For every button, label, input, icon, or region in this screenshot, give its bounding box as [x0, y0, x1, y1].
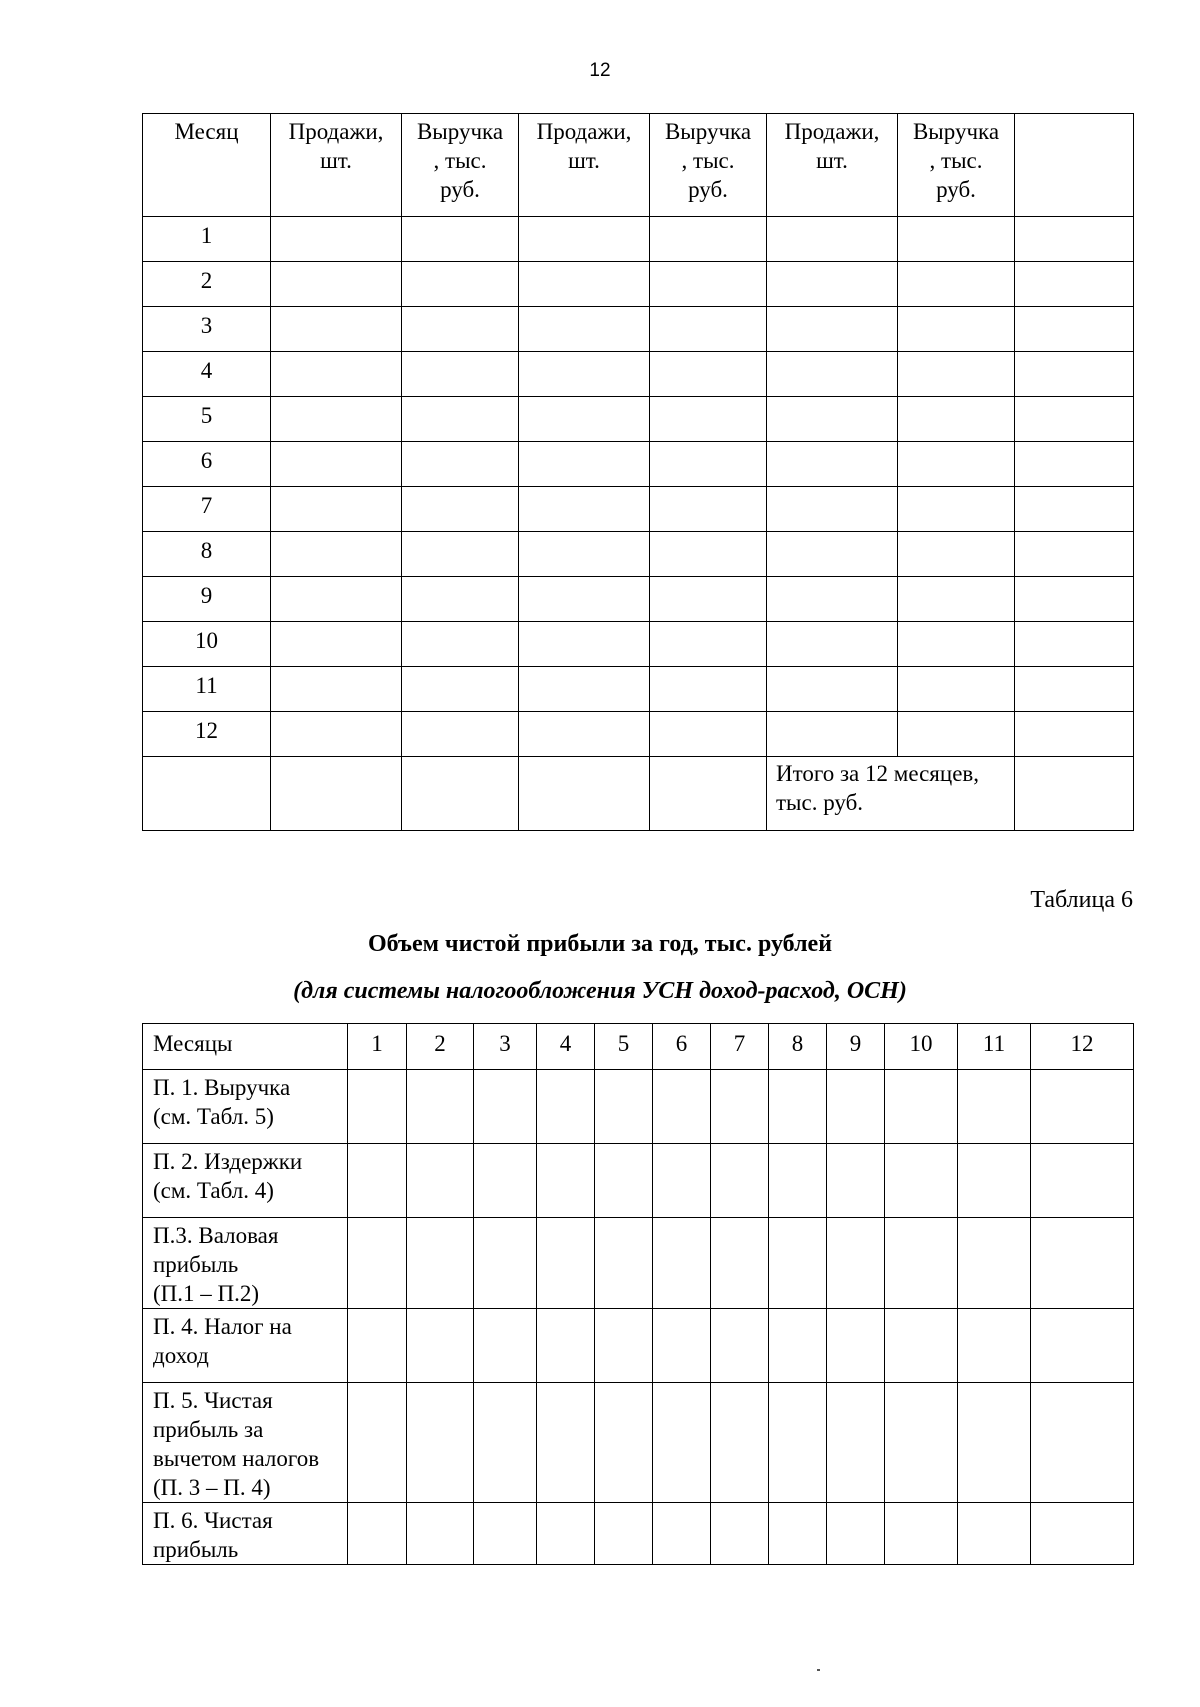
sales-empty-cell — [271, 487, 402, 532]
profit-empty-cell — [407, 1070, 474, 1144]
sales-total-label: Итого за 12 месяцев, тыс. руб. — [767, 757, 1015, 831]
profit-empty-cell — [348, 1503, 407, 1565]
sales-empty-cell — [402, 622, 519, 667]
sales-empty-cell — [402, 442, 519, 487]
sales-empty-cell — [271, 757, 402, 831]
sales-row — [143, 622, 1134, 667]
profit-month-header: 2 — [407, 1024, 474, 1070]
profit-empty-cell — [474, 1144, 537, 1218]
profit-empty-cell — [537, 1503, 595, 1565]
sales-header-row — [143, 114, 1134, 217]
sales-empty-cell — [767, 712, 898, 757]
profit-empty-cell — [769, 1218, 827, 1309]
sales-empty-cell — [519, 397, 650, 442]
sales-row — [143, 712, 1134, 757]
sales-row — [143, 577, 1134, 622]
sales-row — [143, 307, 1134, 352]
profit-empty-cell — [711, 1383, 769, 1503]
profit-empty-cell — [711, 1144, 769, 1218]
sales-empty-cell — [1015, 397, 1134, 442]
sales-row — [143, 667, 1134, 712]
profit-month-header: 3 — [474, 1024, 537, 1070]
sales-empty-cell — [519, 352, 650, 397]
profit-row-label: П. 6. Чистая прибыль — [143, 1503, 348, 1565]
sales-empty-cell — [402, 397, 519, 442]
sales-empty-cell — [1015, 307, 1134, 352]
sales-empty-cell — [767, 352, 898, 397]
sales-empty-cell — [271, 217, 402, 262]
sales-empty-cell — [650, 667, 767, 712]
profit-empty-cell — [885, 1503, 958, 1565]
sales-empty-cell — [271, 577, 402, 622]
sales-empty-cell — [1015, 352, 1134, 397]
profit-empty-cell — [769, 1144, 827, 1218]
sales-empty-cell — [519, 577, 650, 622]
profit-empty-cell — [958, 1070, 1031, 1144]
sales-month-cell: 2 — [143, 262, 271, 307]
sales-total-value — [1015, 757, 1134, 831]
sales-month-cell: 4 — [143, 352, 271, 397]
profit-empty-cell — [827, 1218, 885, 1309]
sales-empty-cell — [898, 217, 1015, 262]
profit-month-header: 12 — [1031, 1024, 1134, 1070]
scan-speck — [817, 1669, 820, 1671]
sales-empty-cell — [767, 577, 898, 622]
profit-table — [142, 1023, 1134, 1565]
sales-header-cell: Выручка , тыс. руб. — [650, 114, 767, 217]
sales-empty-cell — [271, 622, 402, 667]
profit-empty-cell — [1031, 1070, 1134, 1144]
sales-empty-cell — [519, 307, 650, 352]
sales-empty-cell — [898, 262, 1015, 307]
sales-month-cell: 7 — [143, 487, 271, 532]
profit-empty-cell — [407, 1383, 474, 1503]
sales-empty-cell — [650, 352, 767, 397]
profit-empty-cell — [958, 1144, 1031, 1218]
sales-empty-cell — [271, 397, 402, 442]
profit-empty-cell — [827, 1503, 885, 1565]
profit-row-label: П. 5. Чистая прибыль за вычетом налогов (П. 3 – П. 4) — [143, 1383, 348, 1503]
sales-empty-cell — [1015, 442, 1134, 487]
profit-empty-cell — [827, 1070, 885, 1144]
sales-header-cell: Продажи, шт. — [271, 114, 402, 217]
sales-table — [142, 113, 1134, 831]
sales-empty-cell — [650, 217, 767, 262]
sales-empty-cell — [1015, 217, 1134, 262]
sales-empty-cell — [650, 577, 767, 622]
profit-row-label: П. 4. Налог на доход — [143, 1309, 348, 1383]
sales-empty-cell — [1015, 577, 1134, 622]
profit-row — [143, 1503, 1134, 1565]
sales-empty-cell — [650, 712, 767, 757]
profit-empty-cell — [595, 1218, 653, 1309]
sales-empty-cell — [898, 667, 1015, 712]
profit-empty-cell — [348, 1383, 407, 1503]
sales-empty-cell — [1015, 532, 1134, 577]
sales-empty-cell — [898, 712, 1015, 757]
profit-month-header: 8 — [769, 1024, 827, 1070]
sales-empty-cell — [143, 757, 271, 831]
sales-empty-cell — [519, 667, 650, 712]
sales-header-cell: Продажи, шт. — [767, 114, 898, 217]
profit-empty-cell — [474, 1309, 537, 1383]
sales-month-cell: 1 — [143, 217, 271, 262]
sales-total-row — [143, 757, 1134, 831]
sales-empty-cell — [767, 487, 898, 532]
profit-row-label: П.3. Валовая прибыль (П.1 – П.2) — [143, 1218, 348, 1309]
sales-empty-cell — [650, 757, 767, 831]
sales-empty-cell — [650, 442, 767, 487]
profit-month-header: 10 — [885, 1024, 958, 1070]
profit-empty-cell — [1031, 1503, 1134, 1565]
profit-month-header: 7 — [711, 1024, 769, 1070]
profit-empty-cell — [958, 1218, 1031, 1309]
profit-month-header: 9 — [827, 1024, 885, 1070]
profit-empty-cell — [1031, 1309, 1134, 1383]
profit-empty-cell — [769, 1070, 827, 1144]
profit-empty-cell — [653, 1383, 711, 1503]
sales-empty-cell — [271, 667, 402, 712]
sales-empty-cell — [519, 217, 650, 262]
sales-header-cell: Продажи, шт. — [519, 114, 650, 217]
profit-empty-cell — [407, 1309, 474, 1383]
profit-empty-cell — [348, 1218, 407, 1309]
page-number: 12 — [589, 60, 611, 81]
profit-empty-cell — [474, 1218, 537, 1309]
profit-empty-cell — [827, 1144, 885, 1218]
sales-row — [143, 352, 1134, 397]
sales-row — [143, 217, 1134, 262]
sales-empty-cell — [271, 532, 402, 577]
profit-empty-cell — [537, 1144, 595, 1218]
sales-empty-cell — [519, 442, 650, 487]
sales-empty-cell — [898, 307, 1015, 352]
sales-empty-cell — [402, 667, 519, 712]
sales-empty-cell — [1015, 712, 1134, 757]
profit-empty-cell — [653, 1309, 711, 1383]
sales-row — [143, 397, 1134, 442]
profit-empty-cell — [958, 1503, 1031, 1565]
sales-empty-cell — [402, 487, 519, 532]
sales-month-cell: 10 — [143, 622, 271, 667]
profit-empty-cell — [407, 1144, 474, 1218]
profit-month-header: 1 — [348, 1024, 407, 1070]
sales-month-cell: 12 — [143, 712, 271, 757]
profit-empty-cell — [958, 1383, 1031, 1503]
sales-empty-cell — [767, 262, 898, 307]
profit-empty-cell — [595, 1309, 653, 1383]
sales-header-cell: Выручка , тыс. руб. — [402, 114, 519, 217]
sales-empty-cell — [402, 352, 519, 397]
profit-header-months: Месяцы — [143, 1024, 348, 1070]
sales-empty-cell — [519, 532, 650, 577]
sales-empty-cell — [767, 667, 898, 712]
profit-row — [143, 1218, 1134, 1309]
profit-empty-cell — [769, 1383, 827, 1503]
sales-empty-cell — [898, 352, 1015, 397]
profit-empty-cell — [711, 1218, 769, 1309]
profit-empty-cell — [769, 1309, 827, 1383]
profit-row — [143, 1144, 1134, 1218]
sales-month-cell: 6 — [143, 442, 271, 487]
profit-empty-cell — [653, 1218, 711, 1309]
profit-empty-cell — [885, 1070, 958, 1144]
profit-empty-cell — [827, 1309, 885, 1383]
profit-empty-cell — [827, 1383, 885, 1503]
sales-header-month: Месяц — [143, 114, 271, 217]
sales-empty-cell — [1015, 667, 1134, 712]
profit-month-header: 4 — [537, 1024, 595, 1070]
profit-empty-cell — [595, 1503, 653, 1565]
sales-month-cell: 11 — [143, 667, 271, 712]
sales-row — [143, 442, 1134, 487]
profit-row-label: П. 2. Издержки (см. Табл. 4) — [143, 1144, 348, 1218]
profit-empty-cell — [537, 1218, 595, 1309]
sales-month-cell: 9 — [143, 577, 271, 622]
sales-empty-cell — [1015, 262, 1134, 307]
sales-empty-cell — [898, 577, 1015, 622]
sales-empty-cell — [271, 442, 402, 487]
sales-empty-cell — [402, 577, 519, 622]
sales-empty-cell — [767, 622, 898, 667]
sales-empty-cell — [519, 262, 650, 307]
sales-empty-cell — [519, 622, 650, 667]
sales-empty-cell — [650, 622, 767, 667]
profit-empty-cell — [885, 1218, 958, 1309]
sales-month-cell: 5 — [143, 397, 271, 442]
profit-empty-cell — [958, 1309, 1031, 1383]
sales-empty-cell — [767, 217, 898, 262]
sales-empty-cell — [1015, 622, 1134, 667]
profit-row-label: П. 1. Выручка (см. Табл. 5) — [143, 1070, 348, 1144]
sales-empty-cell — [898, 622, 1015, 667]
sales-empty-cell — [1015, 487, 1134, 532]
sales-empty-cell — [271, 712, 402, 757]
profit-empty-cell — [1031, 1383, 1134, 1503]
sales-empty-cell — [898, 487, 1015, 532]
sales-empty-cell — [767, 307, 898, 352]
sales-empty-cell — [650, 532, 767, 577]
profit-empty-cell — [595, 1383, 653, 1503]
profit-empty-cell — [407, 1218, 474, 1309]
sales-empty-cell — [271, 307, 402, 352]
profit-empty-cell — [711, 1070, 769, 1144]
profit-empty-cell — [653, 1070, 711, 1144]
profit-empty-cell — [885, 1383, 958, 1503]
profit-empty-cell — [1031, 1144, 1134, 1218]
sales-header-cell: Выручка , тыс. руб. — [898, 114, 1015, 217]
profit-empty-cell — [711, 1503, 769, 1565]
sales-empty-cell — [271, 352, 402, 397]
sales-row — [143, 262, 1134, 307]
profit-empty-cell — [885, 1309, 958, 1383]
sales-empty-cell — [767, 532, 898, 577]
sales-empty-cell — [402, 262, 519, 307]
sales-empty-cell — [767, 397, 898, 442]
sales-row — [143, 532, 1134, 577]
sales-month-cell: 8 — [143, 532, 271, 577]
profit-month-header: 11 — [958, 1024, 1031, 1070]
profit-empty-cell — [595, 1070, 653, 1144]
sales-empty-cell — [898, 397, 1015, 442]
profit-empty-cell — [653, 1144, 711, 1218]
sales-empty-cell — [519, 487, 650, 532]
sales-empty-cell — [519, 712, 650, 757]
profit-empty-cell — [711, 1309, 769, 1383]
profit-empty-cell — [407, 1503, 474, 1565]
profit-month-header: 6 — [653, 1024, 711, 1070]
profit-empty-cell — [537, 1383, 595, 1503]
profit-empty-cell — [595, 1144, 653, 1218]
profit-empty-cell — [474, 1503, 537, 1565]
table-subtitle: (для системы налогообложения УСН доход-расход, ОСН) — [293, 978, 907, 1004]
profit-empty-cell — [1031, 1218, 1134, 1309]
profit-header-row — [143, 1024, 1134, 1070]
sales-empty-cell — [402, 532, 519, 577]
profit-empty-cell — [653, 1503, 711, 1565]
sales-month-cell: 3 — [143, 307, 271, 352]
profit-empty-cell — [474, 1070, 537, 1144]
sales-empty-cell — [650, 397, 767, 442]
table-title: Объем чистой прибыли за год, тыс. рублей — [367, 931, 833, 957]
profit-month-header: 5 — [595, 1024, 653, 1070]
profit-empty-cell — [348, 1144, 407, 1218]
sales-empty-cell — [402, 757, 519, 831]
profit-empty-cell — [474, 1383, 537, 1503]
profit-row — [143, 1309, 1134, 1383]
profit-empty-cell — [885, 1144, 958, 1218]
profit-empty-cell — [537, 1070, 595, 1144]
profit-empty-cell — [348, 1309, 407, 1383]
sales-empty-cell — [650, 262, 767, 307]
sales-empty-cell — [650, 307, 767, 352]
sales-header-cell — [1015, 114, 1134, 217]
profit-empty-cell — [348, 1070, 407, 1144]
sales-empty-cell — [767, 442, 898, 487]
profit-empty-cell — [769, 1503, 827, 1565]
sales-empty-cell — [519, 757, 650, 831]
sales-empty-cell — [650, 487, 767, 532]
profit-empty-cell — [537, 1309, 595, 1383]
sales-empty-cell — [402, 712, 519, 757]
sales-row — [143, 487, 1134, 532]
sales-empty-cell — [402, 307, 519, 352]
sales-empty-cell — [898, 532, 1015, 577]
profit-row — [143, 1070, 1134, 1144]
sales-empty-cell — [898, 442, 1015, 487]
table-caption: Таблица 6 — [1030, 887, 1133, 913]
sales-empty-cell — [271, 262, 402, 307]
profit-row — [143, 1383, 1134, 1503]
sales-empty-cell — [402, 217, 519, 262]
